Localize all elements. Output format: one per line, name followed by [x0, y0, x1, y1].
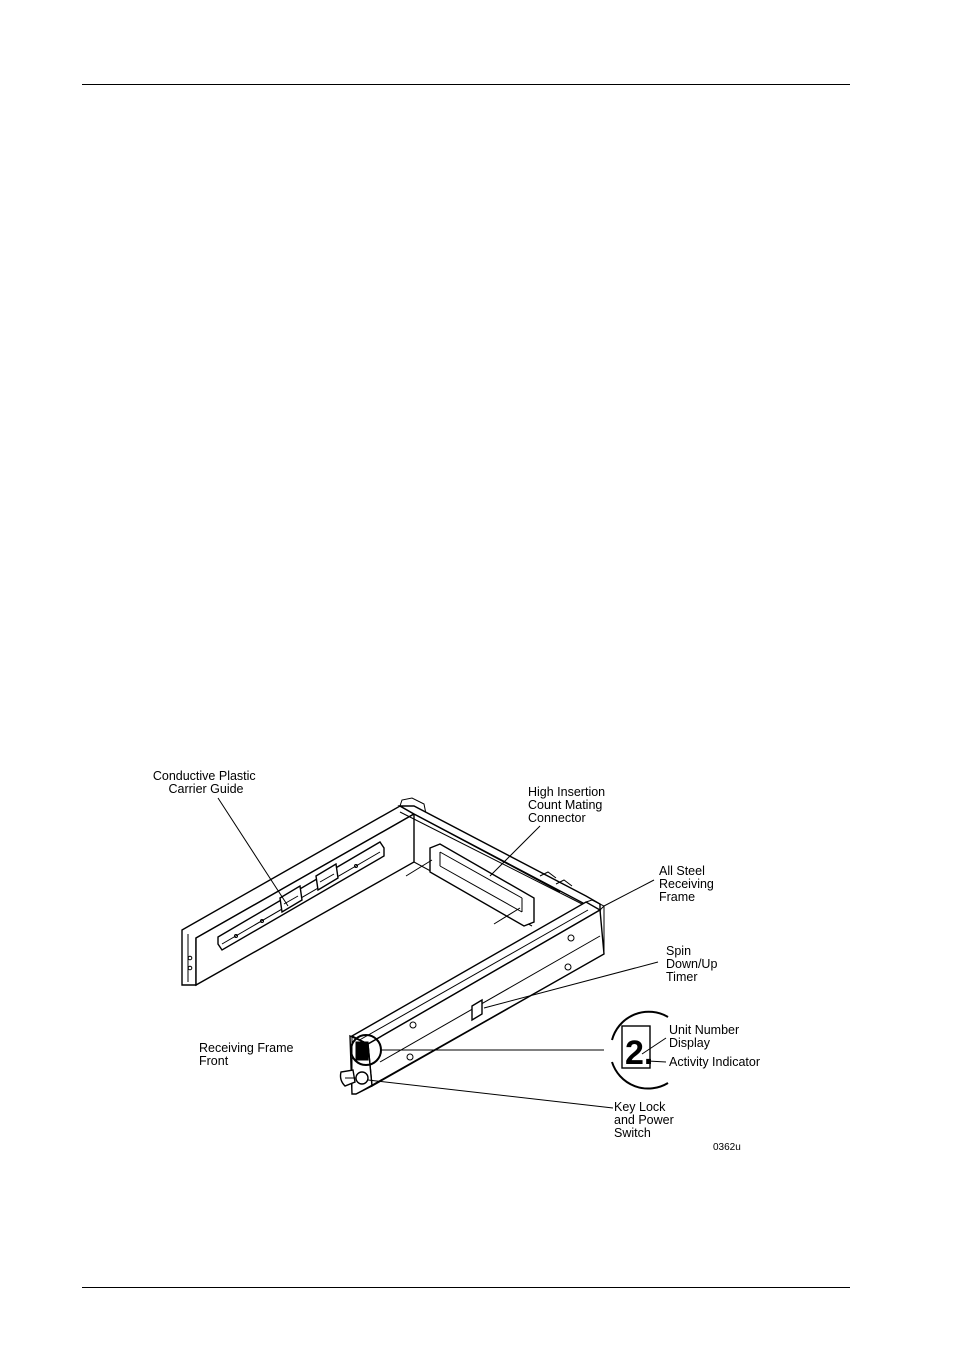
label-activity-indicator: Activity Indicator	[669, 1055, 761, 1069]
label-steel-frame: All Steel Receiving Frame	[659, 864, 714, 904]
label-mating-connector: High Insertion Count Mating Connector	[528, 785, 606, 825]
label-key-lock: Key Lock and Power Switch	[614, 1100, 674, 1140]
label-frame-front: Receiving Frame Front	[199, 1041, 294, 1068]
label-spin-timer: Spin Down/Up Timer	[666, 944, 718, 984]
mating-connector	[406, 844, 534, 926]
unit-number-value: 2.	[625, 1034, 654, 1072]
left-rail	[182, 798, 426, 985]
figure-id: 0362u	[713, 1142, 741, 1153]
label-carrier-guide: Conductive Plastic Carrier Guide	[152, 769, 256, 796]
label-unit-number-display: Unit Number Display	[669, 1023, 740, 1050]
right-rail	[350, 900, 604, 1094]
